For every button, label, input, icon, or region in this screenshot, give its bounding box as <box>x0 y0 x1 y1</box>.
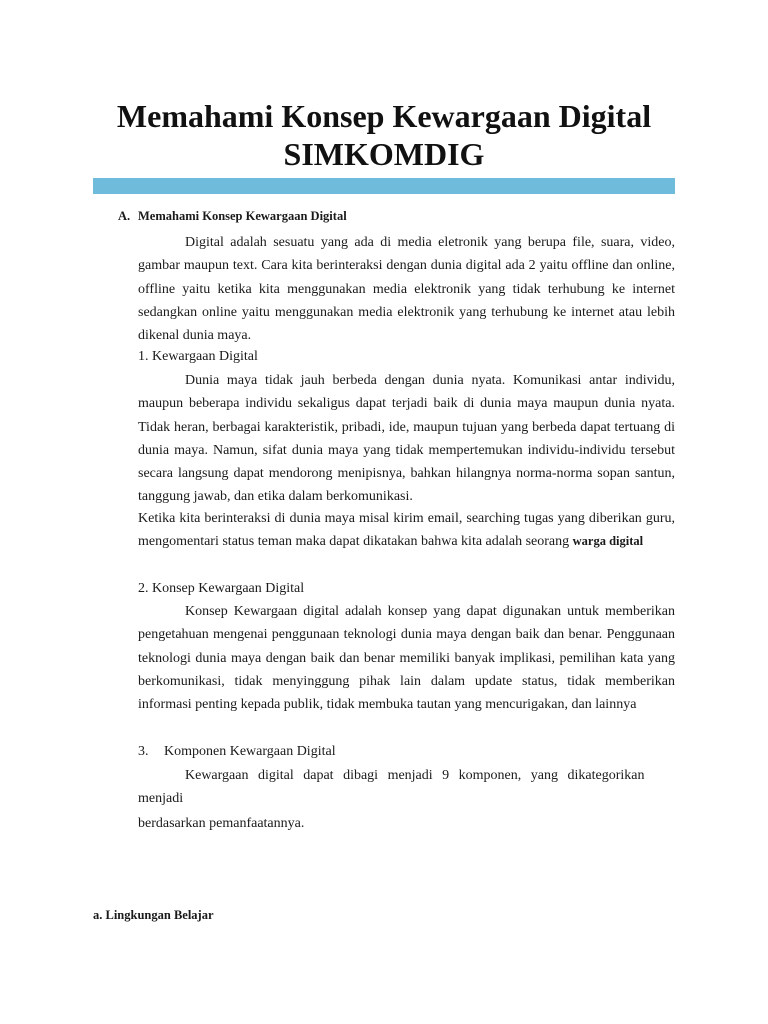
subsection-3-heading <box>138 740 336 763</box>
subsection-3-number: 3. <box>138 744 149 759</box>
subsection-1-paragraph-2-text: Ketika kita berinteraksi di dunia maya misal kirim email, searching tugas yang diberikan guru, mengomentari status teman maka dapat dikatakan bahwa kita adalah seorang <box>138 511 675 550</box>
subsection-1-paragraph-1: Dunia maya tidak jauh berbeda dengan dunia nyata. Komunikasi antar individu, maupun beberapa individu sekaligus dapat terjadi baik di dunia maya maupun dunia nyata. Tidak heran, berbagai karakteristik, pribadi, ide, maupun tujuan yang berbeda dapat tertuang di dunia maya. Namun, sifat dunia maya yang tidak mempertemukan individu-individu tersebut secara langsung dapat mendorong menipisnya, bahkan hilangnya norma-norma sopan santun, tanggung jawab, dan etika dalam berkomunikasi. <box>138 373 675 505</box>
subsection-2-paragraph: Konsep Kewargaan digital adalah konsep yang dapat digunakan untuk memberikan pengetahuan mengenai penggunaan teknologi dunia maya dengan baik dan benar. Penggunaan teknologi dunia maya dengan baik dan benar memiliki banyak implikasi, pemilihan kata yang berkomunikasi, tidak menyinggung pihak lain dalam update status, tidak memberikan informasi penting kepada publik, tidak membuka tautan yang mencurigakan, dan lainnya <box>138 604 675 713</box>
subsection-3-paragraph: Kewargaan digital dapat dibagi menjadi 9 komponen, yang dikategorikan menjadi <box>138 768 645 807</box>
section-a-heading <box>118 208 347 224</box>
section-a-letter: A. <box>118 209 131 223</box>
subsection-3-title: Komponen Kewargaan Digital <box>164 744 336 759</box>
document-title-acronym: SIMKOMDIG <box>283 136 485 172</box>
subsection-3-paragraph-continuation: berdasarkan pemanfaatannya. <box>138 816 305 831</box>
lingkungan-belajar-heading: a. Lingkungan Belajar <box>93 908 214 922</box>
subsection-1-paragraph-2 <box>138 507 675 554</box>
warga-digital-term: warga digital <box>572 534 644 549</box>
section-a-title: Memahami Konsep Kewargaan Digital <box>138 209 347 223</box>
section-a-intro: Digital adalah sesuatu yang ada di media eletronik yang berupa file, suara, video, gambar maupun text. Cara kita berinteraksi dengan dunia digital ada 2 yaitu offline dan online, offline yaitu ketika kita menggunakan media elektronik yang tidak terhubung ke internet sedangkan online yaitu menggunakan media elektronik yang terhubung ke internet atau lebih dikenal dunia maya. <box>138 235 675 344</box>
title-accent-bar <box>93 178 675 194</box>
subsection-2-heading: 2. Konsep Kewargaan Digital <box>138 581 305 596</box>
subsection-1-heading: 1. Kewargaan Digital <box>138 349 258 364</box>
document-title: Memahami Konsep Kewargaan Digital <box>116 98 652 134</box>
